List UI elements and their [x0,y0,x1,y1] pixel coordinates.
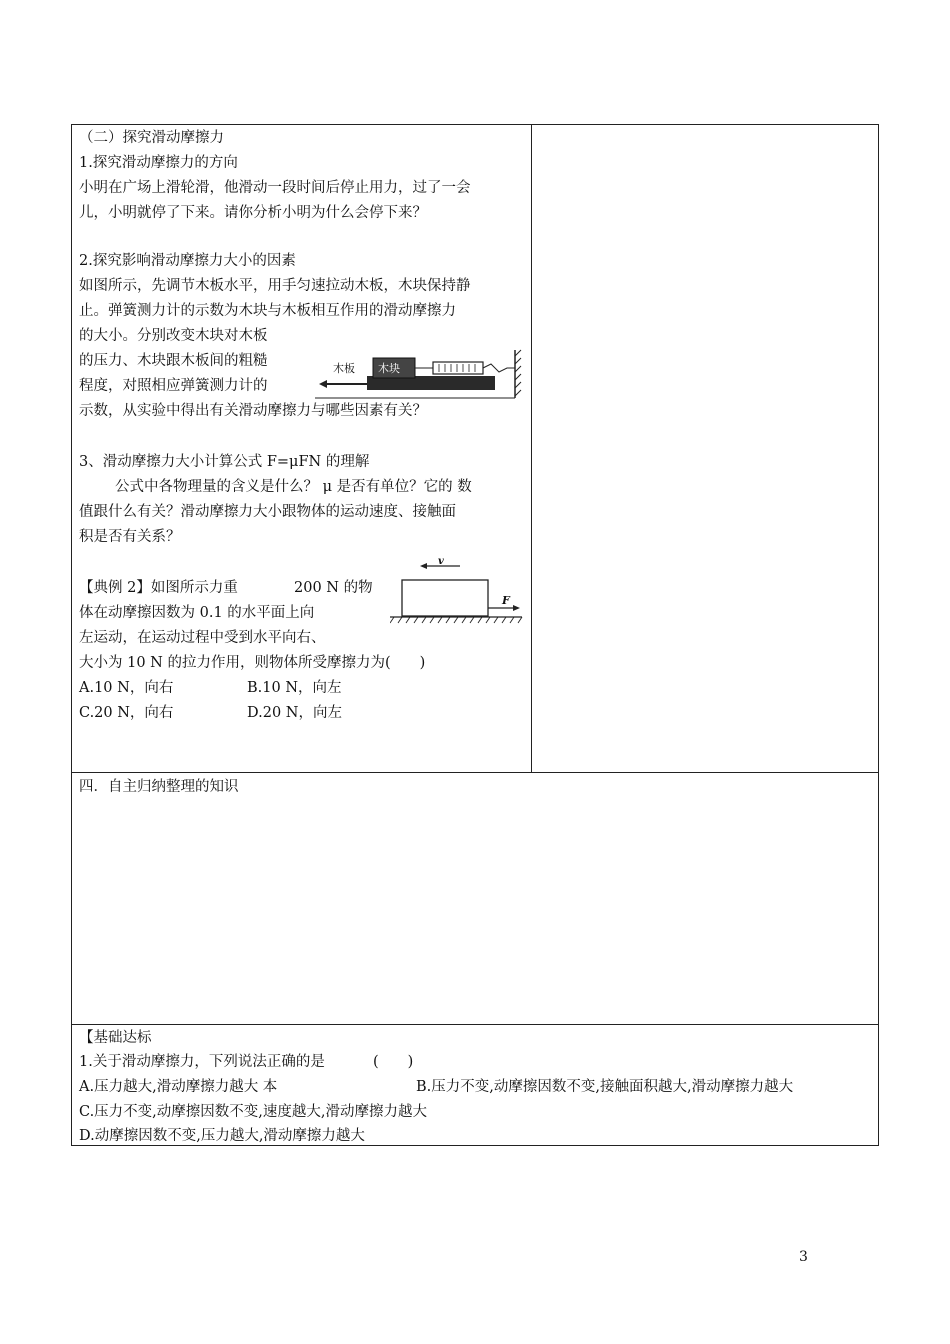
basics-q1-option-d: D.动摩擦因数不变,压力越大,滑动摩擦力越大 [79,1128,365,1144]
item2-text-line1: 如图所示，先调节木板水平，用手匀速拉动木板，木块保持静 [79,278,471,294]
section4-heading: 四．自主归纳整理的知识 [79,779,239,795]
item1-text-line2: 儿，小明就停了下来。请你分析小明为什么会停下来？ [79,205,427,221]
basics-heading: 【基础达标 [79,1030,152,1046]
option-c: C.20 N，向右 [79,705,174,721]
example-text-line1a: 【典例 2】如图所示力重 [79,580,238,596]
example-text-line3: 左运动，在运动过程中受到水平向右、 [79,630,326,646]
block-label: 木块 [378,362,400,375]
option-b: B.10 N，向左 [247,680,342,696]
column-divider [531,124,532,772]
item3-text-line1: 公式中各物理量的含义是什么？ μ 是否有单位？它的 数 [115,479,472,495]
force-label: F [502,594,510,607]
velocity-label: v [438,556,444,567]
example-text-line4: 大小为 10 N 的拉力作用，则物体所受摩擦力为( ) [79,655,426,671]
example-text-line2: 体在动摩擦因数为 0.1 的水平面上向 [79,605,315,621]
block-force-diagram [390,556,526,630]
item2-text-line3: 的大小。分别改变木块对木板 [79,328,268,344]
option-a: A.10 N，向右 [79,680,174,696]
item3-title: 3、滑动摩擦力大小计算公式 F=μFN 的理解 [79,454,370,470]
item2-text-line5: 程度，对照相应弹簧测力计的 [79,378,268,394]
item1-text-line1: 小明在广场上滑轮滑，他滑动一段时间后停止用力，过了一会 [79,180,471,196]
item3-text-line2: 值跟什么有关？滑动摩擦力大小跟物体的运动速度、接触面 [79,504,456,520]
basics-q1-option-a: A.压力越大,滑动摩擦力越大 本 [79,1079,278,1095]
example-text-line1b: 200 N 的物 [294,580,373,596]
item2-text-line4: 的压力、木块跟木板间的粗糙 [79,353,268,369]
basics-question1: 1.关于滑动摩擦力，下列说法正确的是 ( ) [79,1054,414,1070]
item2-title: 2.探究影响滑动摩擦力大小的因素 [79,253,296,269]
page-number: 3 [799,1249,808,1265]
item2-text-line6: 示数，从实验中得出有关滑动摩擦力与哪些因素有关？ [79,403,427,419]
friction-experiment-figure [315,348,527,408]
option-d: D.20 N，向左 [247,705,342,721]
row-divider-2 [71,1024,879,1025]
block-force-figure [390,556,526,630]
item2-text-line2: 止。弹簧测力计的示数为木块与木板相互作用的滑动摩擦力 [79,303,456,319]
board-label: 木板 [333,362,355,375]
row-divider-1 [71,772,879,773]
basics-q1-option-b: B.压力不变,动摩擦因数不变,接触面积越大,滑动摩擦力越大 [416,1079,794,1095]
item1-title: 1.探究滑动摩擦力的方向 [79,155,238,171]
friction-experiment-diagram [315,348,527,408]
item3-text-line3: 积是否有关系？ [79,529,181,545]
basics-q1-option-c: C.压力不变,动摩擦因数不变,速度越大,滑动摩擦力越大 [79,1104,428,1120]
section-heading: （二）探究滑动摩擦力 [79,130,224,146]
